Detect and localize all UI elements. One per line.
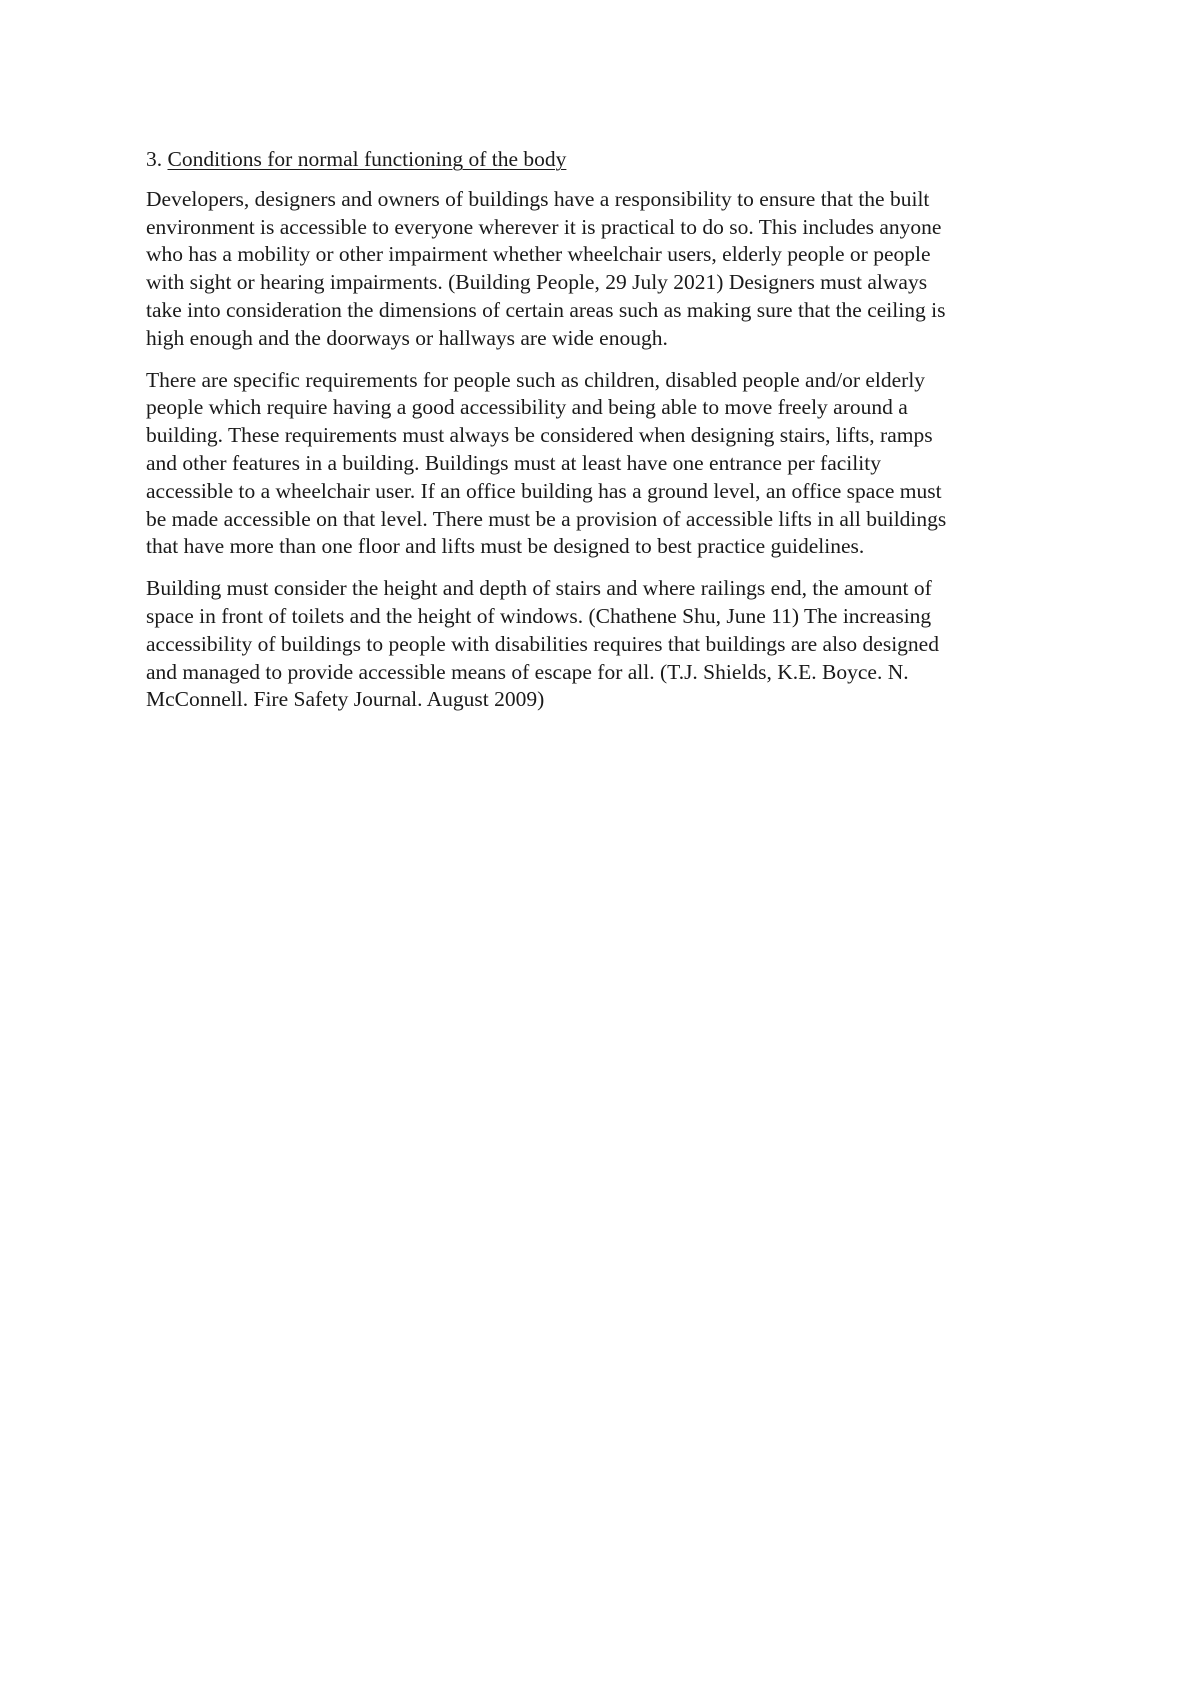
section-number: 3. bbox=[146, 147, 163, 171]
text-line: environment is accessible to everyone wherever it is practical to do so. This includes anyone bbox=[146, 214, 942, 239]
text-line: that have more than one floor and lifts must be designed to best practice guidelines. bbox=[146, 534, 865, 559]
paragraph-3 bbox=[146, 575, 1066, 714]
text-line: and managed to provide accessible means of escape for all. (T.J. Shields, K.E. Boyce. N. bbox=[146, 659, 909, 684]
text-line: high enough and the doorways or hallways are wide enough. bbox=[146, 325, 668, 350]
paragraph-2 bbox=[146, 367, 1066, 562]
section-title: Conditions for normal functioning of the body bbox=[167, 147, 567, 171]
document-body bbox=[146, 146, 1066, 728]
text-line: Developers, designers and owners of buildings have a responsibility to ensure that the built bbox=[146, 186, 930, 211]
text-line: be made accessible on that level. There must be a provision of accessible lifts in all buildings bbox=[146, 506, 947, 531]
text-line: space in front of toilets and the height of windows. (Chathene Shu, June 11) The increasing bbox=[146, 603, 932, 628]
section-heading bbox=[146, 146, 1066, 174]
text-line: take into consideration the dimensions of certain areas such as making sure that the ceiling is bbox=[146, 297, 946, 322]
text-line: McConnell. Fire Safety Journal. August 2009) bbox=[146, 687, 545, 712]
text-line: people which require having a good accessibility and being able to move freely around a bbox=[146, 395, 908, 420]
text-line: There are specific requirements for people such as children, disabled people and/or elderly bbox=[146, 367, 926, 392]
text-line: building. These requirements must always be considered when designing stairs, lifts, ramps bbox=[146, 423, 933, 448]
text-line: accessible to a wheelchair user. If an office building has a ground level, an office space must bbox=[146, 478, 942, 503]
paragraph-1 bbox=[146, 186, 1066, 353]
text-line: and other features in a building. Buildings must at least have one entrance per facility bbox=[146, 450, 881, 475]
text-line: with sight or hearing impairments. (Building People, 29 July 2021) Designers must always bbox=[146, 270, 928, 295]
text-line: Building must consider the height and depth of stairs and where railings end, the amount of bbox=[146, 576, 932, 601]
text-line: accessibility of buildings to people with disabilities requires that buildings are also designed bbox=[146, 631, 939, 656]
text-line: who has a mobility or other impairment whether wheelchair users, elderly people or people bbox=[146, 242, 931, 267]
